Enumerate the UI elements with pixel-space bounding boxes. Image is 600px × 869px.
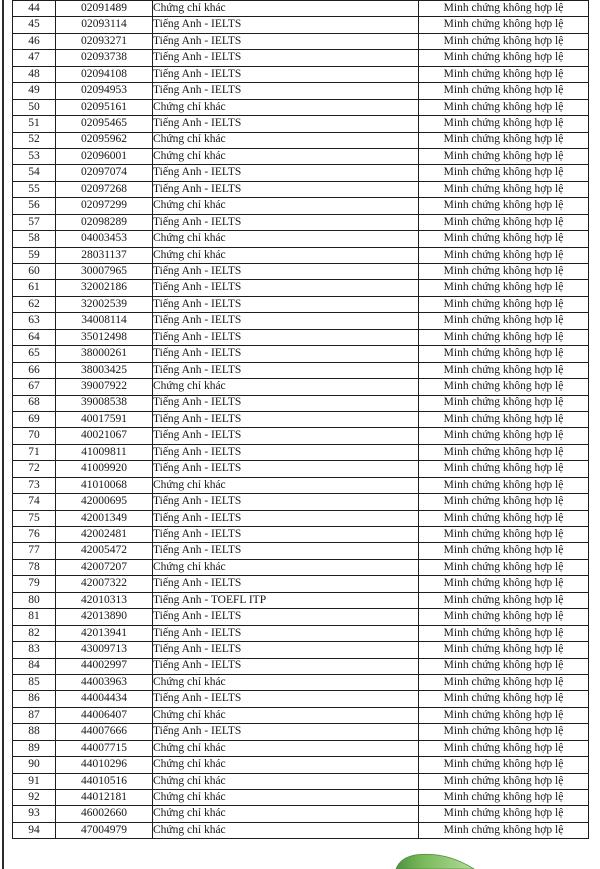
table-row [13, 362, 589, 378]
row-index-cell: 85 [13, 674, 56, 690]
row-index-cell: 68 [13, 395, 56, 411]
status-cell: Minh chứng không hợp lệ [419, 148, 589, 164]
certificate-type-cell: Tiếng Anh - IELTS [153, 642, 419, 658]
certificate-type-cell: Chứng chỉ khác [153, 757, 419, 773]
status-cell: Minh chứng không hợp lệ [419, 559, 589, 575]
student-id-cell: 02094108 [56, 66, 153, 82]
certificate-type-cell: Tiếng Anh - IELTS [153, 214, 419, 230]
row-index-cell: 53 [13, 148, 56, 164]
student-id-cell: 38000261 [56, 346, 153, 362]
status-cell: Minh chứng không hợp lệ [419, 609, 589, 625]
row-index-cell: 90 [13, 757, 56, 773]
student-id-cell: 40017591 [56, 411, 153, 427]
table-row [13, 264, 589, 280]
status-cell: Minh chứng không hợp lệ [419, 231, 589, 247]
table-row [13, 559, 589, 575]
status-cell: Minh chứng không hợp lệ [419, 165, 589, 181]
row-index-cell: 64 [13, 329, 56, 345]
row-index-cell: 74 [13, 494, 56, 510]
student-id-cell: 42005472 [56, 543, 153, 559]
row-index-cell: 87 [13, 707, 56, 723]
row-index-cell: 67 [13, 379, 56, 395]
certificate-type-cell: Chứng chỉ khác [153, 674, 419, 690]
status-cell: Minh chứng không hợp lệ [419, 395, 589, 411]
student-id-cell: 44004434 [56, 691, 153, 707]
student-id-cell: 44003963 [56, 674, 153, 690]
row-index-cell: 77 [13, 543, 56, 559]
student-id-cell: 02093738 [56, 50, 153, 66]
status-cell: Minh chứng không hợp lệ [419, 527, 589, 543]
status-cell: Minh chứng không hợp lệ [419, 66, 589, 82]
student-id-cell: 04003453 [56, 231, 153, 247]
status-cell: Minh chứng không hợp lệ [419, 658, 589, 674]
table-row [13, 527, 589, 543]
row-index-cell: 81 [13, 609, 56, 625]
table-row [13, 214, 589, 230]
student-id-cell: 44006407 [56, 707, 153, 723]
status-cell: Minh chứng không hợp lệ [419, 642, 589, 658]
certificate-type-cell: Tiếng Anh - IELTS [153, 510, 419, 526]
row-index-cell: 46 [13, 33, 56, 49]
student-id-cell: 35012498 [56, 329, 153, 345]
status-cell: Minh chứng không hợp lệ [419, 181, 589, 197]
table-row [13, 66, 589, 82]
certificate-type-cell: Tiếng Anh - IELTS [153, 17, 419, 33]
student-id-cell: 44007715 [56, 740, 153, 756]
table-row [13, 411, 589, 427]
status-cell: Minh chứng không hợp lệ [419, 296, 589, 312]
status-cell: Minh chứng không hợp lệ [419, 543, 589, 559]
table-row [13, 642, 589, 658]
certificate-type-cell: Chứng chỉ khác [153, 707, 419, 723]
row-index-cell: 52 [13, 132, 56, 148]
certificate-type-cell: Chứng chỉ khác [153, 231, 419, 247]
student-id-cell: 46002660 [56, 806, 153, 822]
row-index-cell: 49 [13, 83, 56, 99]
table-row [13, 724, 589, 740]
certificate-type-cell: Chứng chỉ khác [153, 790, 419, 806]
row-index-cell: 89 [13, 740, 56, 756]
cropped-column-border [2, 0, 4, 869]
table-row [13, 395, 589, 411]
status-cell: Minh chứng không hợp lệ [419, 740, 589, 756]
certificate-type-cell: Tiếng Anh - IELTS [153, 362, 419, 378]
row-index-cell: 75 [13, 510, 56, 526]
table-row [13, 329, 589, 345]
student-id-cell: 39007922 [56, 379, 153, 395]
status-cell: Minh chứng không hợp lệ [419, 477, 589, 493]
certificate-type-cell: Tiếng Anh - IELTS [153, 658, 419, 674]
row-index-cell: 54 [13, 165, 56, 181]
row-index-cell: 58 [13, 231, 56, 247]
row-index-cell: 73 [13, 477, 56, 493]
student-id-cell: 34008114 [56, 313, 153, 329]
green-blob-decoration [394, 852, 476, 869]
table-row [13, 543, 589, 559]
row-index-cell: 83 [13, 642, 56, 658]
certificate-type-cell: Chứng chỉ khác [153, 477, 419, 493]
row-index-cell: 69 [13, 411, 56, 427]
certificate-type-cell: Tiếng Anh - IELTS [153, 165, 419, 181]
table-row [13, 773, 589, 789]
table-row [13, 740, 589, 756]
table-row [13, 296, 589, 312]
student-id-cell: 02094953 [56, 83, 153, 99]
row-index-cell: 70 [13, 428, 56, 444]
status-cell: Minh chứng không hợp lệ [419, 411, 589, 427]
row-index-cell: 48 [13, 66, 56, 82]
table-row [13, 461, 589, 477]
row-index-cell: 94 [13, 822, 56, 838]
status-cell: Minh chứng không hợp lệ [419, 461, 589, 477]
certificate-type-cell: Chứng chỉ khác [153, 740, 419, 756]
status-cell: Minh chứng không hợp lệ [419, 773, 589, 789]
status-cell: Minh chứng không hợp lệ [419, 691, 589, 707]
certificate-type-cell: Tiếng Anh - IELTS [153, 395, 419, 411]
student-id-cell: 42010313 [56, 592, 153, 608]
table-row [13, 132, 589, 148]
certificate-type-cell: Chứng chỉ khác [153, 822, 419, 838]
row-index-cell: 45 [13, 17, 56, 33]
status-cell: Minh chứng không hợp lệ [419, 806, 589, 822]
table-row [13, 99, 589, 115]
table-row [13, 165, 589, 181]
table-row [13, 658, 589, 674]
status-cell: Minh chứng không hợp lệ [419, 99, 589, 115]
status-cell: Minh chứng không hợp lệ [419, 757, 589, 773]
table-row [13, 477, 589, 493]
row-index-cell: 62 [13, 296, 56, 312]
certificate-type-cell: Tiếng Anh - IELTS [153, 609, 419, 625]
certificate-type-cell: Tiếng Anh - IELTS [153, 494, 419, 510]
table-row [13, 444, 589, 460]
status-cell: Minh chứng không hợp lệ [419, 428, 589, 444]
table-row [13, 198, 589, 214]
certificate-type-cell: Tiếng Anh - IELTS [153, 296, 419, 312]
student-id-cell: 42013890 [56, 609, 153, 625]
table-row [13, 494, 589, 510]
table-row [13, 231, 589, 247]
status-cell: Minh chứng không hợp lệ [419, 494, 589, 510]
row-index-cell: 76 [13, 527, 56, 543]
student-id-cell: 42007322 [56, 576, 153, 592]
table-row [13, 379, 589, 395]
row-index-cell: 66 [13, 362, 56, 378]
certificate-type-cell: Tiếng Anh - IELTS [153, 543, 419, 559]
certificate-type-cell: Chứng chỉ khác [153, 806, 419, 822]
student-id-cell: 02097299 [56, 198, 153, 214]
student-id-cell: 02098289 [56, 214, 153, 230]
certificate-type-cell: Tiếng Anh - IELTS [153, 724, 419, 740]
table-row [13, 691, 589, 707]
student-id-cell: 28031137 [56, 247, 153, 263]
table-row [13, 625, 589, 641]
student-id-cell: 02095161 [56, 99, 153, 115]
certificate-type-cell: Tiếng Anh - IELTS [153, 280, 419, 296]
student-id-cell: 41010068 [56, 477, 153, 493]
table-row [13, 757, 589, 773]
row-index-cell: 44 [13, 1, 56, 17]
table-row [13, 313, 589, 329]
student-id-cell: 42007207 [56, 559, 153, 575]
status-cell: Minh chứng không hợp lệ [419, 510, 589, 526]
student-id-cell: 02097074 [56, 165, 153, 181]
certificate-type-cell: Tiếng Anh - IELTS [153, 444, 419, 460]
status-cell: Minh chứng không hợp lệ [419, 329, 589, 345]
table-row [13, 609, 589, 625]
certificate-type-cell: Chứng chỉ khác [153, 99, 419, 115]
status-cell: Minh chứng không hợp lệ [419, 247, 589, 263]
status-cell: Minh chứng không hợp lệ [419, 822, 589, 838]
certificate-type-cell: Tiếng Anh - IELTS [153, 461, 419, 477]
student-id-cell: 30007965 [56, 264, 153, 280]
table-row [13, 510, 589, 526]
student-id-cell: 44010296 [56, 757, 153, 773]
certificate-type-cell: Chứng chỉ khác [153, 198, 419, 214]
table-row [13, 346, 589, 362]
table-row [13, 428, 589, 444]
row-index-cell: 56 [13, 198, 56, 214]
row-index-cell: 71 [13, 444, 56, 460]
certificate-table-body [13, 1, 589, 839]
row-index-cell: 59 [13, 247, 56, 263]
status-cell: Minh chứng không hợp lệ [419, 33, 589, 49]
row-index-cell: 80 [13, 592, 56, 608]
student-id-cell: 44012181 [56, 790, 153, 806]
certificate-type-cell: Chứng chỉ khác [153, 1, 419, 17]
certificate-type-cell: Tiếng Anh - IELTS [153, 116, 419, 132]
student-id-cell: 41009920 [56, 461, 153, 477]
row-index-cell: 55 [13, 181, 56, 197]
status-cell: Minh chứng không hợp lệ [419, 576, 589, 592]
row-index-cell: 63 [13, 313, 56, 329]
certificate-table [12, 0, 589, 839]
student-id-cell: 44002997 [56, 658, 153, 674]
row-index-cell: 57 [13, 214, 56, 230]
student-id-cell: 44007666 [56, 724, 153, 740]
student-id-cell: 40021067 [56, 428, 153, 444]
status-cell: Minh chứng không hợp lệ [419, 707, 589, 723]
row-index-cell: 91 [13, 773, 56, 789]
status-cell: Minh chứng không hợp lệ [419, 214, 589, 230]
status-cell: Minh chứng không hợp lệ [419, 674, 589, 690]
status-cell: Minh chứng không hợp lệ [419, 17, 589, 33]
student-id-cell: 43009713 [56, 642, 153, 658]
certificate-type-cell: Chứng chỉ khác [153, 247, 419, 263]
certificate-type-cell: Chứng chỉ khác [153, 773, 419, 789]
certificate-type-cell: Chứng chỉ khác [153, 559, 419, 575]
row-index-cell: 78 [13, 559, 56, 575]
student-id-cell: 32002539 [56, 296, 153, 312]
row-index-cell: 82 [13, 625, 56, 641]
row-index-cell: 65 [13, 346, 56, 362]
table-row [13, 674, 589, 690]
certificate-type-cell: Tiếng Anh - IELTS [153, 83, 419, 99]
certificate-type-cell: Tiếng Anh - IELTS [153, 329, 419, 345]
table-row [13, 148, 589, 164]
table-row [13, 181, 589, 197]
certificate-type-cell: Tiếng Anh - IELTS [153, 428, 419, 444]
student-id-cell: 44010516 [56, 773, 153, 789]
certificate-type-cell: Tiếng Anh - IELTS [153, 50, 419, 66]
table-row [13, 1, 589, 17]
certificate-type-cell: Chứng chỉ khác [153, 379, 419, 395]
certificate-type-cell: Tiếng Anh - IELTS [153, 625, 419, 641]
student-id-cell: 02091489 [56, 1, 153, 17]
certificate-type-cell: Chứng chỉ khác [153, 132, 419, 148]
table-row [13, 707, 589, 723]
status-cell: Minh chứng không hợp lệ [419, 116, 589, 132]
table-row [13, 116, 589, 132]
table-row [13, 33, 589, 49]
status-cell: Minh chứng không hợp lệ [419, 724, 589, 740]
certificate-type-cell: Tiếng Anh - TOEFL ITP [153, 592, 419, 608]
status-cell: Minh chứng không hợp lệ [419, 83, 589, 99]
table-row [13, 790, 589, 806]
row-index-cell: 60 [13, 264, 56, 280]
student-id-cell: 42001349 [56, 510, 153, 526]
certificate-type-cell: Tiếng Anh - IELTS [153, 576, 419, 592]
student-id-cell: 39008538 [56, 395, 153, 411]
student-id-cell: 02093271 [56, 33, 153, 49]
status-cell: Minh chứng không hợp lệ [419, 198, 589, 214]
row-index-cell: 61 [13, 280, 56, 296]
row-index-cell: 93 [13, 806, 56, 822]
certificate-type-cell: Tiếng Anh - IELTS [153, 411, 419, 427]
student-id-cell: 02095962 [56, 132, 153, 148]
certificate-type-cell: Tiếng Anh - IELTS [153, 527, 419, 543]
row-index-cell: 88 [13, 724, 56, 740]
table-row [13, 822, 589, 838]
certificate-type-cell: Tiếng Anh - IELTS [153, 313, 419, 329]
status-cell: Minh chứng không hợp lệ [419, 132, 589, 148]
student-id-cell: 42013941 [56, 625, 153, 641]
row-index-cell: 84 [13, 658, 56, 674]
row-index-cell: 50 [13, 99, 56, 115]
student-id-cell: 02096001 [56, 148, 153, 164]
certificate-type-cell: Chứng chỉ khác [153, 148, 419, 164]
student-id-cell: 02097268 [56, 181, 153, 197]
table-row [13, 17, 589, 33]
status-cell: Minh chứng không hợp lệ [419, 379, 589, 395]
status-cell: Minh chứng không hợp lệ [419, 592, 589, 608]
status-cell: Minh chứng không hợp lệ [419, 362, 589, 378]
table-row [13, 247, 589, 263]
status-cell: Minh chứng không hợp lệ [419, 346, 589, 362]
certificate-type-cell: Tiếng Anh - IELTS [153, 346, 419, 362]
certificate-type-cell: Tiếng Anh - IELTS [153, 33, 419, 49]
status-cell: Minh chứng không hợp lệ [419, 264, 589, 280]
status-cell: Minh chứng không hợp lệ [419, 625, 589, 641]
student-id-cell: 38003425 [56, 362, 153, 378]
certificate-type-cell: Tiếng Anh - IELTS [153, 66, 419, 82]
status-cell: Minh chứng không hợp lệ [419, 50, 589, 66]
status-cell: Minh chứng không hợp lệ [419, 790, 589, 806]
table-row [13, 806, 589, 822]
row-index-cell: 79 [13, 576, 56, 592]
certificate-type-cell: Tiếng Anh - IELTS [153, 181, 419, 197]
table-row [13, 576, 589, 592]
status-cell: Minh chứng không hợp lệ [419, 1, 589, 17]
row-index-cell: 72 [13, 461, 56, 477]
table-row [13, 50, 589, 66]
status-cell: Minh chứng không hợp lệ [419, 313, 589, 329]
table-row [13, 280, 589, 296]
student-id-cell: 42002481 [56, 527, 153, 543]
status-cell: Minh chứng không hợp lệ [419, 444, 589, 460]
table-row [13, 83, 589, 99]
table-row [13, 592, 589, 608]
student-id-cell: 47004979 [56, 822, 153, 838]
row-index-cell: 47 [13, 50, 56, 66]
student-id-cell: 41009811 [56, 444, 153, 460]
student-id-cell: 02095465 [56, 116, 153, 132]
student-id-cell: 42000695 [56, 494, 153, 510]
certificate-type-cell: Tiếng Anh - IELTS [153, 264, 419, 280]
student-id-cell: 32002186 [56, 280, 153, 296]
certificate-type-cell: Tiếng Anh - IELTS [153, 691, 419, 707]
student-id-cell: 02093114 [56, 17, 153, 33]
row-index-cell: 51 [13, 116, 56, 132]
status-cell: Minh chứng không hợp lệ [419, 280, 589, 296]
row-index-cell: 92 [13, 790, 56, 806]
row-index-cell: 86 [13, 691, 56, 707]
